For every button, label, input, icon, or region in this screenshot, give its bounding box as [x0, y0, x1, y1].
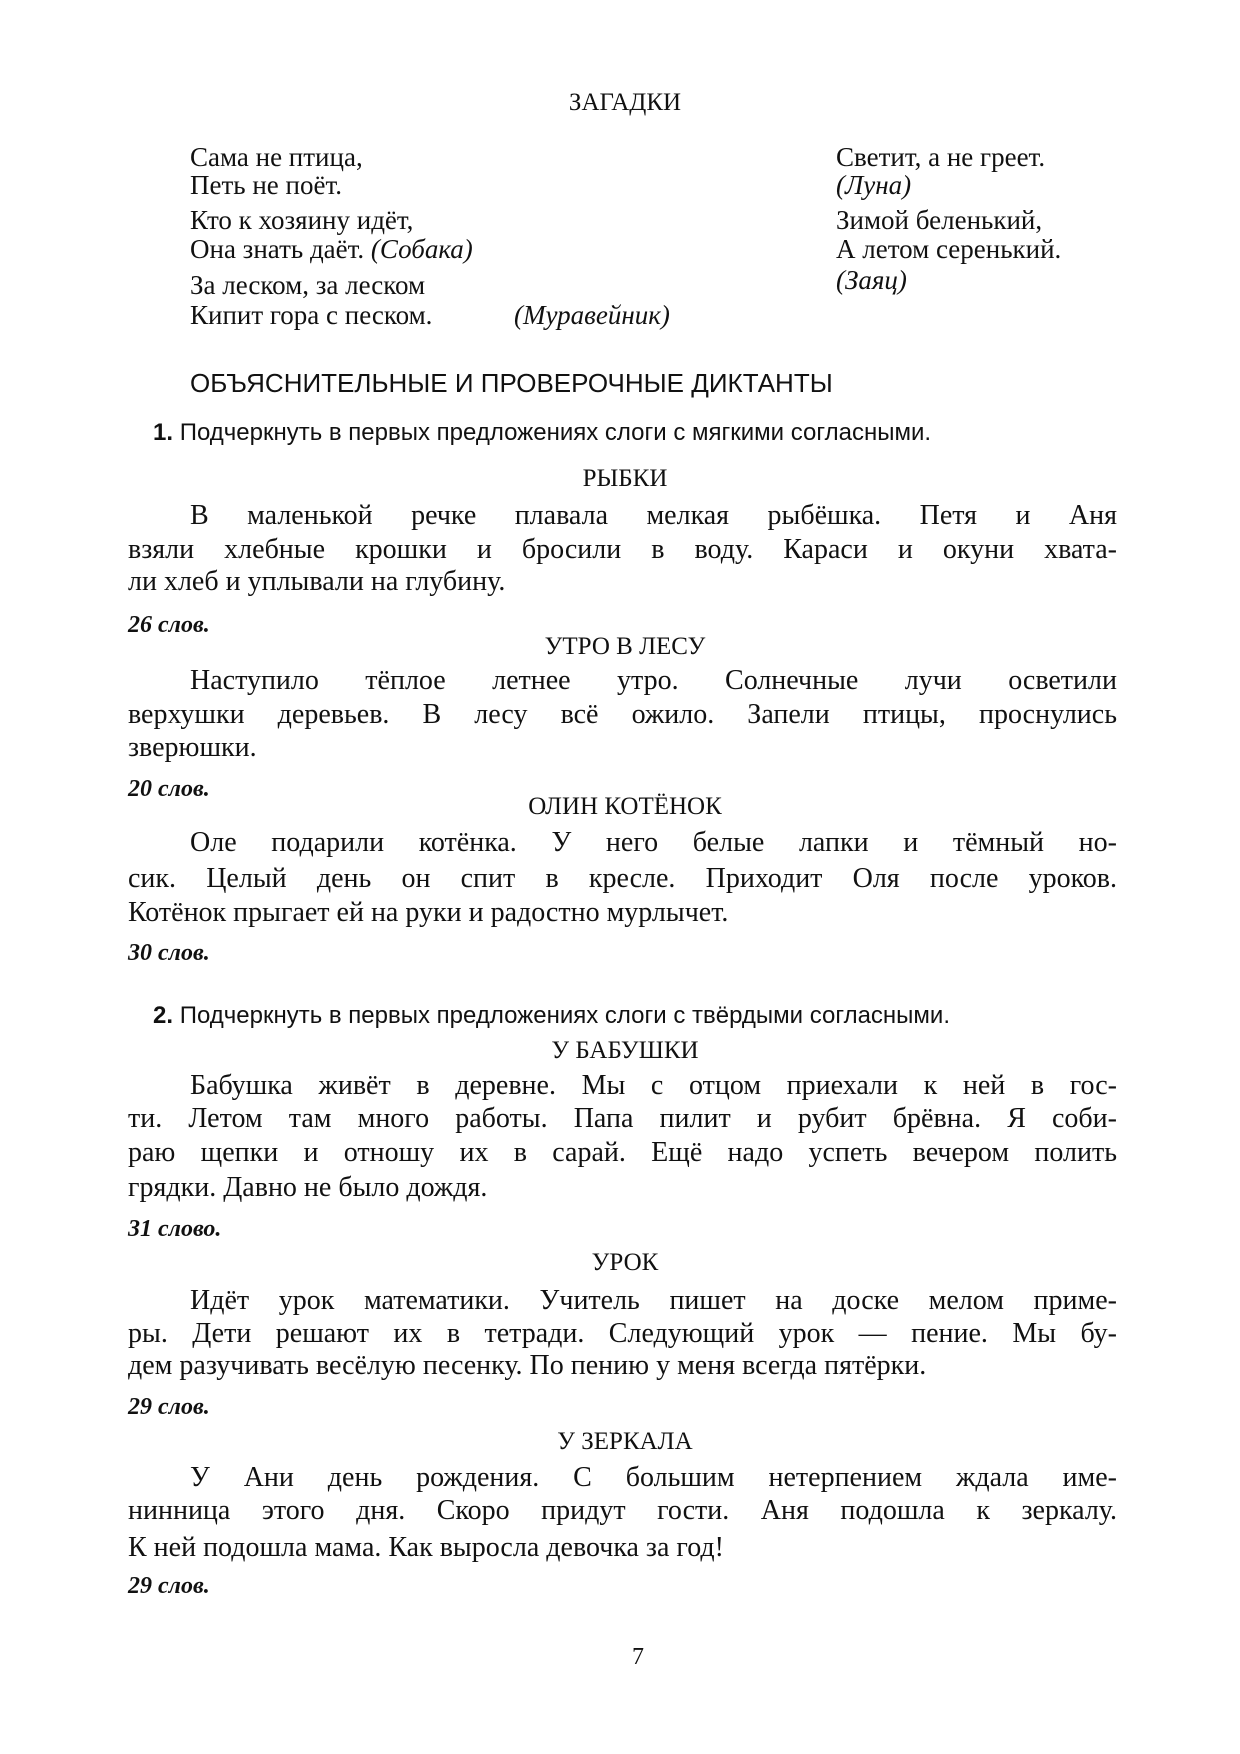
task-instruction	[153, 1004, 950, 1028]
riddle-line: Кто к хозяину идёт,	[190, 205, 414, 235]
dictation-line: грядки. Давно не было дождя.	[128, 1172, 488, 1203]
dictation-line: нинница этого дня. Скоро придут гости. Аня подошла к зеркалу.	[128, 1495, 1117, 1526]
riddle-line: Петь не поёт.	[190, 170, 342, 200]
word-count: 31 слово.	[128, 1216, 222, 1242]
dictation-line: ли хлеб и уплывали на глубину.	[128, 566, 506, 597]
task-number: 2.	[153, 1002, 174, 1029]
riddles-title: ЗАГАДКИ	[568, 89, 682, 116]
word-count: 29 слов.	[128, 1394, 210, 1420]
dictation-line: Идёт урок математики. Учитель пишет на доске мелом приме-	[190, 1285, 1117, 1316]
riddle-line: А летом серенький.	[836, 234, 1062, 264]
dictation-title: УРОК	[591, 1249, 659, 1276]
dictation-line: зверюшки.	[128, 732, 257, 763]
riddle-line: Сама не птица,	[190, 142, 363, 172]
dictation-line: сик. Целый день он спит в кресле. Приходит Оля после уроков.	[128, 863, 1117, 894]
dictation-line: Котёнок прыгает ей на руки и радостно мурлычет.	[128, 897, 729, 928]
riddle-answer: (Луна)	[836, 170, 912, 200]
dictation-line: ры. Дети решают их в тетради. Следующий урок — пение. Мы бу-	[128, 1318, 1117, 1349]
dictation-line: взяли хлебные крошки и бросили в воду. Караси и окуни хвата-	[128, 534, 1117, 565]
dictation-line: В маленькой речке плавала мелкая рыбёшка. Петя и Аня	[190, 500, 1117, 531]
riddle-answer: (Муравейник)	[514, 300, 670, 330]
riddle-answer: (Заяц)	[836, 265, 907, 295]
dictation-line: дем разучивать весёлую песенку. По пению у меня всегда пятёрки.	[128, 1350, 927, 1381]
dictation-title: ОЛИН КОТЁНОК	[528, 793, 722, 820]
instruction-text: Подчеркнуть в первых предложениях слоги с мягкими согласными.	[179, 419, 932, 446]
word-count: 20 слов.	[128, 776, 210, 802]
dictation-line: Оле подарили котёнка. У него белые лапки и тёмный но-	[190, 827, 1117, 858]
dictation-line: верхушки деревьев. В лесу всё ожило. Запели птицы, проснулись	[128, 699, 1117, 730]
section-title: ОБЪЯСНИТЕЛЬНЫЕ И ПРОВЕРОЧНЫЕ ДИКТАНТЫ	[190, 368, 833, 398]
riddle-line: За леском, за леском	[190, 270, 426, 300]
dictation-line: раю щепки и отношу их в сарай. Ещё надо успеть вечером полить	[128, 1137, 1117, 1168]
riddle-answer: (Собака)	[370, 234, 473, 264]
dictation-title: У БАБУШКИ	[551, 1037, 699, 1064]
task-instruction	[153, 421, 931, 445]
dictation-line: У Ани день рождения. С большим нетерпением ждала име-	[190, 1462, 1117, 1493]
riddle-line: Светит, а не греет.	[836, 142, 1046, 172]
dictation-line: К ней подошла мама. Как выросла девочка за год!	[128, 1532, 724, 1563]
riddle-text: Она знать даёт.	[190, 234, 365, 264]
dictation-title: РЫБКИ	[582, 465, 668, 492]
word-count: 26 слов.	[128, 612, 210, 638]
riddle-line	[190, 236, 473, 263]
instruction-text: Подчеркнуть в первых предложениях слоги с твёрдыми согласными.	[179, 1002, 951, 1029]
riddle-line: Кипит гора с песком.	[190, 300, 433, 330]
dictation-title: УТРО В ЛЕСУ	[544, 633, 706, 660]
word-count: 29 слов.	[128, 1573, 210, 1599]
word-count: 30 слов.	[128, 940, 210, 966]
dictation-line: Бабушка живёт в деревне. Мы с отцом приехали к ней в гос-	[190, 1070, 1117, 1101]
dictation-line: ти. Летом там много работы. Папа пилит и рубит брёвна. Я соби-	[128, 1103, 1117, 1134]
dictation-title: У ЗЕРКАЛА	[557, 1428, 693, 1455]
task-number: 1.	[153, 419, 174, 446]
page-number: 7	[632, 1644, 644, 1670]
riddle-line: Зимой беленький,	[836, 205, 1043, 235]
dictation-line: Наступило тёплое летнее утро. Солнечные лучи осветили	[190, 665, 1117, 696]
